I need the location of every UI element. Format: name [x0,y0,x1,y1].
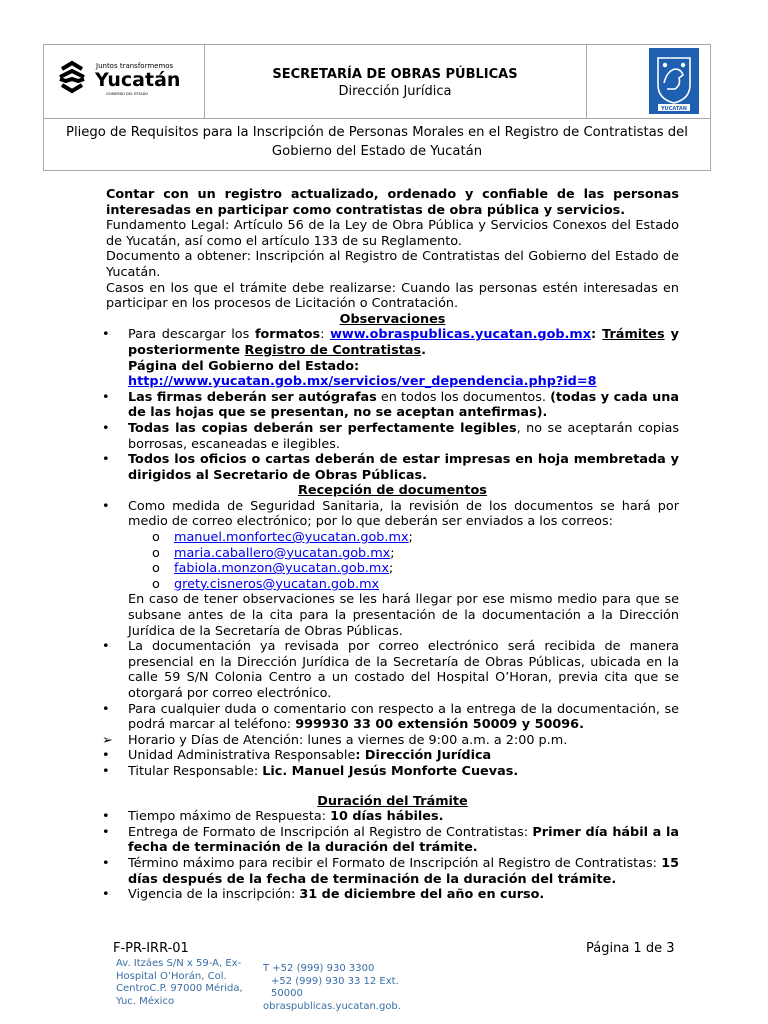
text: Para descargar los [128,327,255,343]
text: ; [388,561,394,577]
text: ; [390,545,395,561]
bullet-marker: • [102,824,110,840]
bullet-marker: • [102,855,110,871]
text: : Dirección Jurídica [355,748,492,764]
footer-phone: T +52 (999) 930 3300 [263,963,375,974]
logo-wordmark: Yucatán [95,69,181,91]
list-item [102,389,679,421]
bullet-marker: • [102,420,110,436]
bullet-marker: • [102,887,110,903]
text: La documentación ya revisada por correo electrónico será recibida de manera presencial en la Dirección Jurídica de la Secretaría de Obras Públicas, ubicada en la calle 59 S/N Colonia Centro a un costado del Hospital O’Horan, previa cita que se otorgará por correo electrónico. [128,639,679,701]
bullet-marker: • [102,701,110,717]
observaciones-heading: Observaciones [339,311,446,327]
text: 10 días hábiles. [330,809,444,825]
document-body [102,187,680,903]
logo-tagline: Juntos transformemos [96,62,174,70]
text: Titular Responsable: [128,763,263,779]
logo-subtext: GOBIERNO DEL ESTADO [106,92,149,96]
list-item [102,855,679,887]
page-number: Página 1 de 3 [586,941,675,956]
duracion-heading: Duración del Trámite [317,793,468,809]
text: Como medida de Seguridad Sanitaria, la revisión de los documentos se hará por medio de correo electrónico; por lo que deberán ser enviados a los correos: [128,498,679,530]
email-item [106,561,679,577]
list-item [102,701,679,733]
bullet-marker: • [102,639,110,655]
email-link[interactable]: grety.cisneros@yucatan.gob.mx [174,576,380,592]
list-item [102,824,679,856]
yucatan-logo-icon [44,45,204,118]
text: Unidad Administrativa Responsable [128,748,356,764]
text: Para cualquier duda o comentario con respecto a la entrega de la documentación, se podrá marcar al teléfono: [128,701,679,733]
document-header [43,44,711,171]
text: Vigencia de la inscripción: [128,887,300,903]
gov-page-label: Página del Gobierno del Estado: [128,358,360,374]
text: Trámites [602,327,665,343]
email-item [106,530,679,546]
email-item [106,577,679,593]
intro-lead: Contar con un registro actualizado, ordenado y confiable de las personas interesadas en participar como contratistas de obra pública y servicios. [106,187,679,218]
email-link[interactable]: fabiola.monzon@yucatan.gob.mx [174,561,389,577]
list-item [102,327,679,390]
text: 999930 33 00 extensión 50009 y 50096. [295,717,584,733]
list-item [102,809,679,825]
state-seal-icon [587,45,713,118]
list-item [102,639,679,701]
email-item [106,546,679,562]
text: Horario y Días de Atención: lunes a viernes de 9:00 a.m. a 2:00 p.m. [128,732,568,748]
text: Todos los oficios o cartas deberán de estar impresas en hoja membretada y dirigidos al Secretario de Obras Públicas. [128,452,679,483]
footer-contact [263,963,423,1013]
list-item [102,732,679,749]
gov-page-link[interactable]: http://www.yucatan.gob.mx/servicios/ver_dependencia.php?id=8 [128,374,597,390]
text: Primer día hábil a la fecha de terminación de la duración del trámite. [128,824,679,856]
email-link[interactable]: maria.caballero@yucatan.gob.mx [174,545,391,561]
list-item [102,498,679,530]
title-cell [204,45,586,118]
text: Registro de Contratistas [244,342,422,358]
bullet-marker: • [102,327,110,343]
secretaria-title: SECRETARÍA DE OBRAS PÚBLICAS [272,67,518,82]
list-item [102,763,679,780]
footer-address: Av. Itzáes S/N x 59-A, Ex- Hospital O’Horán, Col. CentroC.P. 97000 Mérida, Yuc. México [116,958,243,1007]
seal-label: YUCATAN [661,106,687,112]
text: Entrega de Formato de Inscripción al Registro de Contratistas: [128,824,533,840]
text: formatos [254,327,321,343]
bullet-marker: • [102,763,110,779]
form-code: F-PR-IRR-01 [113,941,189,956]
text: Lic. Manuel Jesús Monforte Cuevas. [262,763,519,779]
logo-cell [44,45,205,118]
sub-marker: o [152,576,160,592]
text: y posteriormente [128,327,679,358]
intro-document: Documento a obtener: Inscripción al Registro de Contratistas del Gobierno del Estado de Yucatán. [106,249,679,280]
bullet-marker: • [102,809,110,825]
text: 31 de diciembre del año en curso. [299,887,545,903]
text: . [421,342,426,358]
intro-legal: Fundamento Legal: Artículo 56 de la Ley de Obra Pública y Servicios Conexos del Estado de Yucatán, así como el artículo 133 de su Reglamento. [106,218,679,249]
recepcion-heading: Recepción de documentos [298,483,487,499]
text: : [591,327,603,343]
text: Las firmas deberán ser autógrafas [128,389,377,405]
bullet-marker: • [102,389,110,405]
spacer [106,780,679,794]
text: Todas las copias deberán ser perfectamente legibles [128,420,517,436]
footer-phone-ext: +52 (999) 930 33 12 Ext. 50000 [271,975,399,999]
document-title: Pliego de Requisitos para la Inscripción de Personas Morales en el Registro de Contratistas del Gobierno del Estado de Yucatán [66,125,688,159]
sub-marker: o [152,530,160,546]
bullet-marker: • [102,452,110,468]
text: : [320,327,331,343]
text: Tiempo máximo de Respuesta: [128,809,331,825]
bullet-marker: • [102,498,110,514]
list-item [102,452,679,483]
text: en todos los documentos. [376,389,551,405]
text: ; [408,530,413,546]
seal-cell [586,45,713,118]
header-top-row [44,45,710,119]
bullet-marker: • [102,748,110,764]
text: , no se aceptarán copias borrosas, escaneadas e ilegibles. [128,420,680,452]
text: 15 días después de la fecha de terminación de la duración del trámite. [128,855,679,887]
list-item [102,887,679,903]
text: Término máximo para recibir el Formato de Inscripción al Registro de Contratistas: [128,855,662,871]
text: (todas y cada una de las hojas que se presentan, no se aceptan antefirmas). [128,389,679,421]
sub-marker: o [152,545,160,561]
intro-cases: Casos en los que el trámite debe realizarse: Cuando las personas estén interesadas en participar en los procesos de Licitación o Contratación. [106,280,679,312]
direccion-subtitle: Dirección Jurídica [338,84,452,99]
email-link[interactable]: manuel.monfortec@yucatan.gob.mx [174,530,409,546]
list-item [102,420,680,452]
footer-web: obraspublicas.yucatan.gob. [263,1000,401,1012]
followup-text: En caso de tener observaciones se les hará llegar por ese mismo medio para que se subsane antes de la cita para la presentación de la documentación a la Dirección Jurídica de la Secretaría de Obras Públicas. [128,592,679,639]
sub-marker: o [152,561,160,577]
arrow-marker: ➢ [102,732,113,748]
obras-publicas-link[interactable]: www.obraspublicas.yucatan.gob.mx [330,327,591,343]
list-item [102,748,679,764]
